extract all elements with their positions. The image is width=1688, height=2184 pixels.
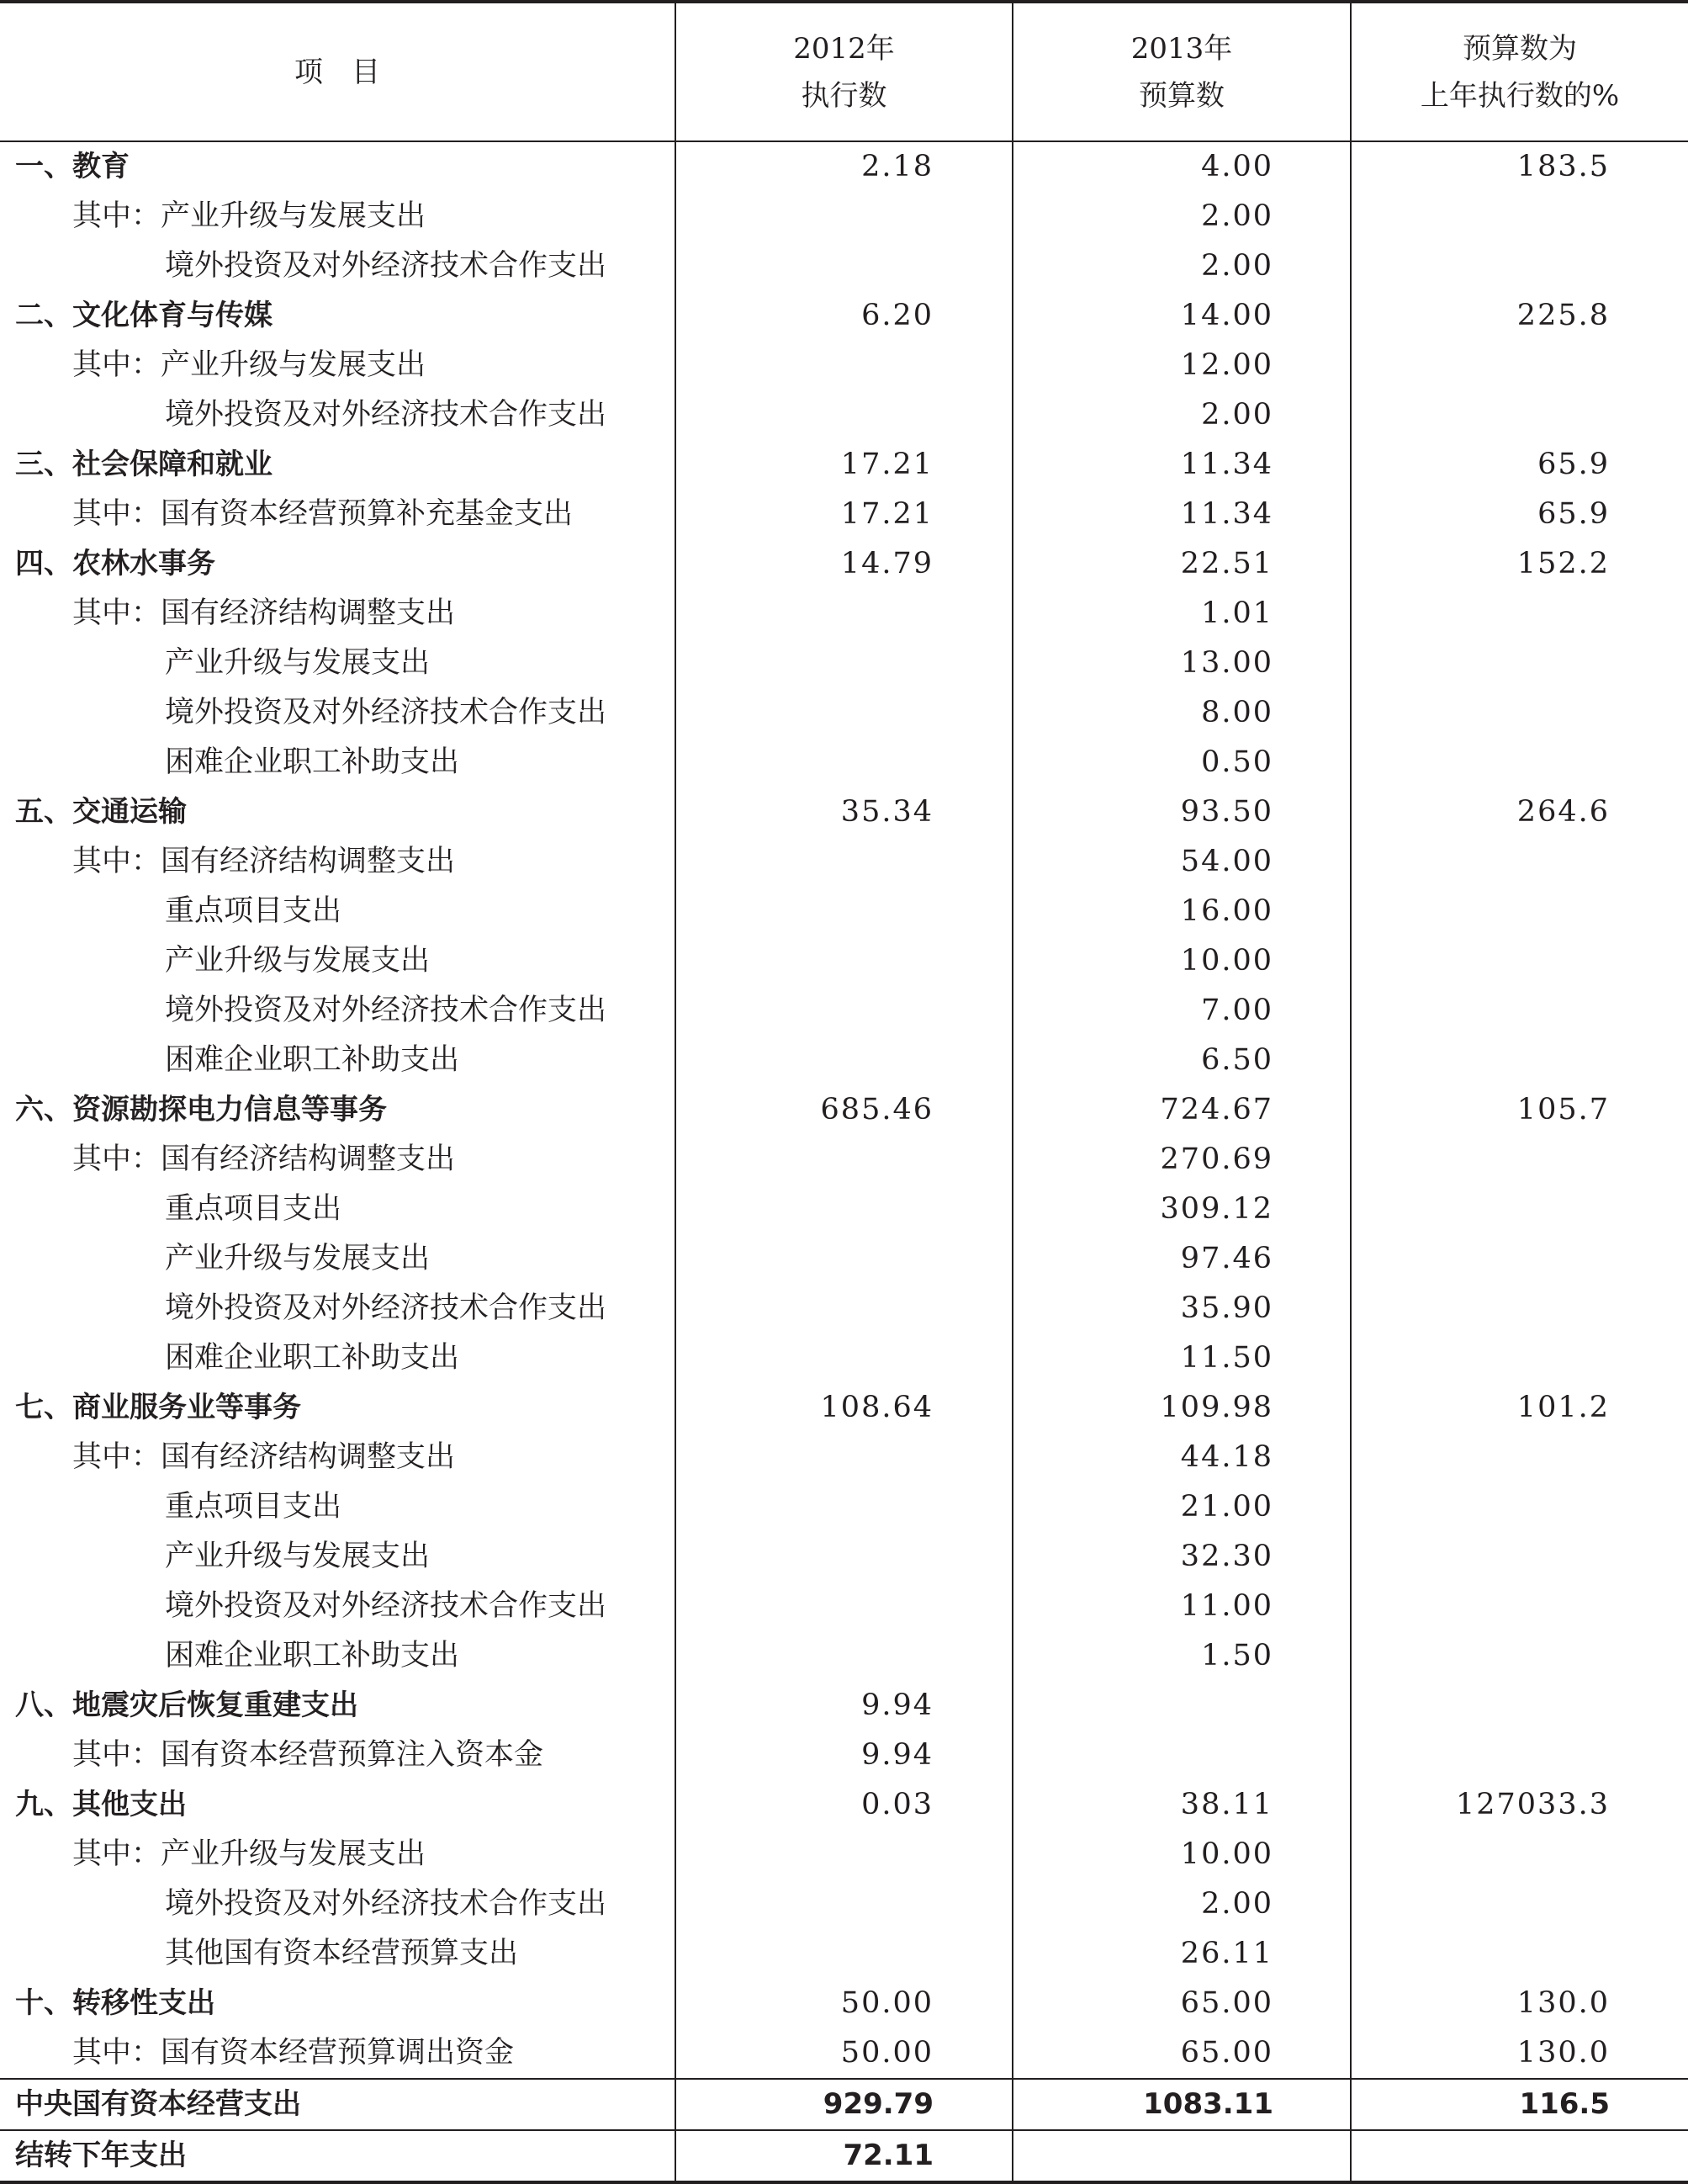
- table-row: [0, 1284, 1688, 1333]
- row-2013-budget: 10.00: [1013, 1830, 1351, 1879]
- row-percentage: 105.7: [1351, 1085, 1688, 1135]
- category-row: [0, 440, 1688, 490]
- row-item-name: 产业升级与发展支出: [165, 944, 431, 978]
- row-item-name: 八、地震灾后恢复重建支出: [15, 1688, 358, 1722]
- row-2013-budget: 6.50: [1013, 1036, 1351, 1085]
- header-2013-budget: [1013, 2, 1351, 141]
- header-item-label: 项 目: [294, 55, 380, 89]
- row-2012-actual: [675, 639, 1013, 688]
- row-2012-actual: [675, 1185, 1013, 1234]
- row-2013-budget: 22.51: [1013, 539, 1351, 589]
- row-2012-actual: [675, 1830, 1013, 1879]
- row-item-name: 九、其他支出: [15, 1788, 187, 1821]
- row-2013-budget: 8.00: [1013, 688, 1351, 738]
- row-percentage: 130.0: [1351, 1979, 1688, 2028]
- row-item-name: 十、转移性支出: [15, 1986, 215, 2020]
- row-2012-actual: 50.00: [675, 1979, 1013, 2028]
- total-row: [0, 2079, 1688, 2130]
- row-percentage: [1351, 1036, 1688, 1085]
- row-item-name: 其中：产业升级与发展支出: [72, 1837, 426, 1871]
- table-row: [0, 1631, 1688, 1681]
- row-2013-budget: 0.50: [1013, 738, 1351, 787]
- row-2012-actual: [675, 1482, 1013, 1532]
- row-2012-actual: [675, 241, 1013, 291]
- row-item-name: 产业升级与发展支出: [165, 646, 431, 680]
- table-header: [0, 2, 1688, 141]
- row-2012-actual: [675, 390, 1013, 440]
- row-percentage: [1351, 1830, 1688, 1879]
- category-row: [0, 1383, 1688, 1433]
- category-row: [0, 787, 1688, 837]
- table-row: [0, 589, 1688, 639]
- row-item-name: 重点项目支出: [165, 894, 342, 928]
- table-row: [0, 1234, 1688, 1284]
- table-row: [0, 390, 1688, 440]
- row-2013-budget: 10.00: [1013, 936, 1351, 986]
- row-item-name: 四、农林水事务: [15, 547, 215, 580]
- table-row: [0, 936, 1688, 986]
- total-2012-actual: 929.79: [675, 2079, 1013, 2130]
- row-item-name: 六、资源勘探电力信息等事务: [15, 1093, 387, 1126]
- row-item-name: 一、教育: [15, 150, 130, 183]
- row-item-name: 五、交通运输: [15, 795, 187, 829]
- header-2012-line2: 执行数: [801, 78, 887, 113]
- row-2013-budget: 32.30: [1013, 1532, 1351, 1582]
- row-2013-budget: 2.00: [1013, 390, 1351, 440]
- category-row: [0, 1780, 1688, 1830]
- row-2013-budget: 11.34: [1013, 490, 1351, 539]
- row-2013-budget: 1.01: [1013, 589, 1351, 639]
- row-2012-actual: [675, 192, 1013, 241]
- row-percentage: 225.8: [1351, 291, 1688, 341]
- row-percentage: [1351, 639, 1688, 688]
- row-item-name: 其中：国有经济结构调整支出: [72, 845, 456, 878]
- row-2013-budget: 21.00: [1013, 1482, 1351, 1532]
- row-2013-budget: 44.18: [1013, 1433, 1351, 1482]
- row-item-name: 七、商业服务业等事务: [15, 1391, 301, 1424]
- row-2012-actual: [675, 1036, 1013, 1085]
- row-2012-actual: [675, 1879, 1013, 1929]
- table-row: [0, 1830, 1688, 1879]
- row-2013-budget: 11.00: [1013, 1582, 1351, 1631]
- row-2013-budget: 4.00: [1013, 141, 1351, 192]
- row-2012-actual: 2.18: [675, 141, 1013, 192]
- row-percentage: 264.6: [1351, 787, 1688, 837]
- header-2012-actual: [675, 2, 1013, 141]
- row-percentage: [1351, 1234, 1688, 1284]
- row-2012-actual: [675, 1582, 1013, 1631]
- table-row: [0, 986, 1688, 1036]
- row-2012-actual: 17.21: [675, 440, 1013, 490]
- row-percentage: 130.0: [1351, 2028, 1688, 2079]
- row-percentage: 65.9: [1351, 490, 1688, 539]
- row-2012-actual: 50.00: [675, 2028, 1013, 2079]
- row-2012-actual: 17.21: [675, 490, 1013, 539]
- table-row: [0, 738, 1688, 787]
- row-percentage: [1351, 1681, 1688, 1731]
- table-row: [0, 1879, 1688, 1929]
- category-row: [0, 141, 1688, 192]
- row-2013-budget: 65.00: [1013, 1979, 1351, 2028]
- row-percentage: 127033.3: [1351, 1780, 1688, 1830]
- table-row: [0, 887, 1688, 936]
- row-2013-budget: 11.34: [1013, 440, 1351, 490]
- row-percentage: [1351, 688, 1688, 738]
- table-row: [0, 490, 1688, 539]
- row-percentage: [1351, 1879, 1688, 1929]
- row-item-name: 重点项目支出: [165, 1192, 342, 1226]
- row-2012-actual: 9.94: [675, 1681, 1013, 1731]
- row-percentage: [1351, 589, 1688, 639]
- row-2013-budget: 309.12: [1013, 1185, 1351, 1234]
- row-percentage: 183.5: [1351, 141, 1688, 192]
- row-2012-actual: [675, 589, 1013, 639]
- row-percentage: [1351, 1333, 1688, 1383]
- row-2013-budget: [1013, 1731, 1351, 1780]
- row-item-name: 其中：产业升级与发展支出: [72, 199, 426, 233]
- row-2013-budget: 97.46: [1013, 1234, 1351, 1284]
- row-2012-actual: [675, 1433, 1013, 1482]
- total-2013-budget: [1013, 2130, 1351, 2182]
- row-2012-actual: 35.34: [675, 787, 1013, 837]
- row-percentage: [1351, 241, 1688, 291]
- row-2013-budget: 26.11: [1013, 1929, 1351, 1979]
- row-2013-budget: 54.00: [1013, 837, 1351, 887]
- total-item-name: 中央国有资本经营支出: [0, 2079, 675, 2130]
- row-percentage: [1351, 887, 1688, 936]
- total-item-name: 结转下年支出: [0, 2130, 675, 2182]
- row-2013-budget: 2.00: [1013, 241, 1351, 291]
- header-2012-line1: 2012年: [793, 31, 895, 66]
- carryover-row: [0, 2130, 1688, 2182]
- table-row: [0, 1036, 1688, 1085]
- header-percentage: [1351, 2, 1688, 141]
- row-item-name: 产业升级与发展支出: [165, 1540, 431, 1573]
- row-2013-budget: 14.00: [1013, 291, 1351, 341]
- row-2012-actual: [675, 1631, 1013, 1681]
- table-row: [0, 1333, 1688, 1383]
- row-item-name: 其中：国有资本经营预算补充基金支出: [72, 497, 574, 531]
- row-item-name: 境外投资及对外经济技术合作支出: [165, 1589, 607, 1623]
- row-2012-actual: 14.79: [675, 539, 1013, 589]
- row-2012-actual: [675, 986, 1013, 1036]
- header-row: [0, 2, 1688, 141]
- row-percentage: [1351, 390, 1688, 440]
- row-2012-actual: [675, 936, 1013, 986]
- row-item-name: 境外投资及对外经济技术合作支出: [165, 1291, 607, 1325]
- row-item-name: 境外投资及对外经济技术合作支出: [165, 249, 607, 283]
- row-2012-actual: 9.94: [675, 1731, 1013, 1780]
- row-2012-actual: [675, 1234, 1013, 1284]
- row-item-name: 困难企业职工补助支出: [165, 1043, 460, 1077]
- row-2013-budget: 65.00: [1013, 2028, 1351, 2079]
- table-row: [0, 1482, 1688, 1532]
- row-percentage: [1351, 936, 1688, 986]
- row-2013-budget: [1013, 1681, 1351, 1731]
- table-row: [0, 2028, 1688, 2079]
- row-2012-actual: [675, 1532, 1013, 1582]
- row-item-name: 三、社会保障和就业: [15, 448, 273, 481]
- table-row: [0, 1433, 1688, 1482]
- row-item-name: 其中：国有经济结构调整支出: [72, 1440, 456, 1474]
- row-percentage: [1351, 837, 1688, 887]
- category-row: [0, 1681, 1688, 1731]
- row-2012-actual: [675, 1333, 1013, 1383]
- row-2012-actual: [675, 1929, 1013, 1979]
- row-item-name: 境外投资及对外经济技术合作支出: [165, 1887, 607, 1921]
- table-row: [0, 241, 1688, 291]
- row-2013-budget: 2.00: [1013, 1879, 1351, 1929]
- total-percentage: [1351, 2130, 1688, 2182]
- row-percentage: 152.2: [1351, 539, 1688, 589]
- row-percentage: [1351, 1582, 1688, 1631]
- row-2012-actual: 685.46: [675, 1085, 1013, 1135]
- row-2012-actual: 108.64: [675, 1383, 1013, 1433]
- row-item-name: 其中：国有经济结构调整支出: [72, 1142, 456, 1176]
- table-row: [0, 837, 1688, 887]
- row-percentage: [1351, 1929, 1688, 1979]
- table-body: [0, 141, 1688, 2182]
- table-row: [0, 341, 1688, 390]
- row-2013-budget: 2.00: [1013, 192, 1351, 241]
- table-row: [0, 1532, 1688, 1582]
- category-row: [0, 1979, 1688, 2028]
- row-percentage: [1351, 192, 1688, 241]
- row-item-name: 其中：国有资本经营预算注入资本金: [72, 1738, 544, 1772]
- row-item-name: 困难企业职工补助支出: [165, 745, 460, 779]
- row-2012-actual: [675, 1135, 1013, 1185]
- row-2013-budget: 12.00: [1013, 341, 1351, 390]
- row-item-name: 其中：产业升级与发展支出: [72, 348, 426, 382]
- row-item-name: 困难企业职工补助支出: [165, 1341, 460, 1375]
- row-item-name: 境外投资及对外经济技术合作支出: [165, 696, 607, 729]
- row-percentage: [1351, 1135, 1688, 1185]
- row-item-name: 困难企业职工补助支出: [165, 1639, 460, 1672]
- header-2013-line2: 预算数: [1139, 78, 1225, 113]
- table-row: [0, 192, 1688, 241]
- table-row: [0, 1929, 1688, 1979]
- category-row: [0, 291, 1688, 341]
- category-row: [0, 539, 1688, 589]
- row-percentage: 65.9: [1351, 440, 1688, 490]
- row-percentage: [1351, 986, 1688, 1036]
- row-2012-actual: [675, 1284, 1013, 1333]
- row-item-name: 重点项目支出: [165, 1490, 342, 1524]
- row-percentage: [1351, 1631, 1688, 1681]
- row-item-name: 其中：国有资本经营预算调出资金: [72, 2036, 515, 2070]
- table-row: [0, 688, 1688, 738]
- row-2013-budget: 13.00: [1013, 639, 1351, 688]
- row-2013-budget: 11.50: [1013, 1333, 1351, 1383]
- row-item-name: 二、文化体育与传媒: [15, 299, 273, 332]
- table-row: [0, 1582, 1688, 1631]
- header-pct-line2: 上年执行数的%: [1420, 78, 1620, 113]
- row-2013-budget: 93.50: [1013, 787, 1351, 837]
- total-2012-actual: 72.11: [675, 2130, 1013, 2182]
- header-item: [0, 2, 675, 141]
- table-row: [0, 1135, 1688, 1185]
- row-percentage: [1351, 1185, 1688, 1234]
- row-2013-budget: 724.67: [1013, 1085, 1351, 1135]
- row-percentage: [1351, 1433, 1688, 1482]
- row-percentage: 101.2: [1351, 1383, 1688, 1433]
- row-2012-actual: [675, 837, 1013, 887]
- table-row: [0, 1185, 1688, 1234]
- row-2013-budget: 16.00: [1013, 887, 1351, 936]
- row-percentage: [1351, 1532, 1688, 1582]
- header-2013-line1: 2013年: [1130, 31, 1233, 66]
- total-2013-budget: 1083.11: [1013, 2079, 1351, 2130]
- category-row: [0, 1085, 1688, 1135]
- row-2012-actual: [675, 738, 1013, 787]
- row-item-name: 其他国有资本经营预算支出: [165, 1937, 519, 1970]
- row-percentage: [1351, 1284, 1688, 1333]
- row-2013-budget: 7.00: [1013, 986, 1351, 1036]
- row-2012-actual: [675, 887, 1013, 936]
- total-percentage: 116.5: [1351, 2079, 1688, 2130]
- row-2012-actual: [675, 688, 1013, 738]
- row-2013-budget: 270.69: [1013, 1135, 1351, 1185]
- row-percentage: [1351, 341, 1688, 390]
- row-2012-actual: 6.20: [675, 291, 1013, 341]
- row-2013-budget: 35.90: [1013, 1284, 1351, 1333]
- row-item-name: 境外投资及对外经济技术合作支出: [165, 994, 607, 1027]
- header-pct-line1: 预算数为: [1463, 31, 1577, 66]
- row-percentage: [1351, 1482, 1688, 1532]
- row-percentage: [1351, 1731, 1688, 1780]
- row-item-name: 产业升级与发展支出: [165, 1242, 431, 1275]
- row-percentage: [1351, 738, 1688, 787]
- row-2012-actual: 0.03: [675, 1780, 1013, 1830]
- row-item-name: 其中：国有经济结构调整支出: [72, 596, 456, 630]
- row-2012-actual: [675, 341, 1013, 390]
- table-row: [0, 1731, 1688, 1780]
- row-item-name: 境外投资及对外经济技术合作支出: [165, 398, 607, 432]
- row-2013-budget: 38.11: [1013, 1780, 1351, 1830]
- row-2013-budget: 1.50: [1013, 1631, 1351, 1681]
- row-2013-budget: 109.98: [1013, 1383, 1351, 1433]
- table-row: [0, 639, 1688, 688]
